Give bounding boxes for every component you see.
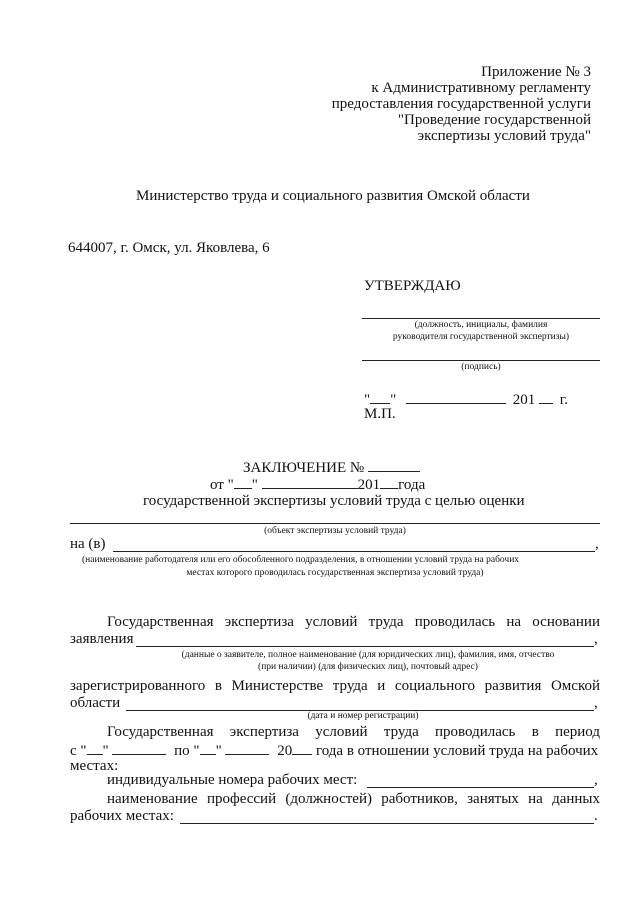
workplace-numbers-line bbox=[367, 787, 594, 788]
professions-line bbox=[180, 823, 594, 824]
p4-label: индивидуальные номера рабочих мест: bbox=[107, 772, 358, 788]
caption-position-1: (должность, инициалы, фамилия bbox=[414, 320, 548, 330]
caption-employer-2: местах которого проводилась государственная экспертиза условий труда) bbox=[186, 568, 484, 578]
registration-comma: , bbox=[594, 695, 598, 711]
appendix-line-5: экспертизы условий труда" bbox=[417, 128, 591, 144]
p1-line1: Государственная экспертиза условий труда проводилась на основании bbox=[107, 614, 600, 630]
caption-applicant-1: (данные о заявителе, полное наименование (для юридических лиц), фамилия, имя, отчество bbox=[181, 650, 555, 660]
caption-position-2: руководителя государственной экспертизы) bbox=[392, 332, 570, 342]
appendix-number: Приложение № 3 bbox=[481, 64, 591, 80]
applicant-line bbox=[136, 646, 594, 647]
caption-object: (объект экспертизы условий труда) bbox=[264, 526, 406, 536]
p5-label: рабочих местах: bbox=[70, 808, 174, 824]
signature-line bbox=[362, 360, 600, 361]
appendix-line-4: "Проведение государственной bbox=[397, 112, 591, 128]
conclusion-title: ЗАКЛЮЧЕНИЕ № bbox=[243, 458, 420, 477]
appendix-line-2: к Административному регламенту bbox=[371, 80, 591, 96]
appendix-line-3: предоставления государственной услуги bbox=[331, 96, 591, 112]
p3-line1: Государственная экспертиза условий труда проводилась в период bbox=[107, 724, 600, 740]
approval-title: УТВЕРЖДАЮ bbox=[364, 278, 461, 294]
approval-date: " " 201 г. bbox=[364, 392, 568, 408]
ministry-address: 644007, г. Омск, ул. Яковлева, 6 bbox=[68, 240, 270, 256]
p3-line3: местах: bbox=[70, 758, 119, 774]
caption-employer-1: (наименование работодателя или его обособленного подразделения, в отношении условий труда на рабочих bbox=[82, 555, 520, 565]
caption-registration: (дата и номер регистрации) bbox=[307, 711, 419, 721]
p2-label: области bbox=[70, 695, 121, 711]
employer-line bbox=[113, 551, 595, 552]
conclusion-subtitle: государственной экспертизы условий труда с целью оценки bbox=[143, 493, 525, 509]
caption-signature: (подпись) bbox=[461, 362, 501, 372]
employer-label: на (в) bbox=[70, 536, 106, 552]
p2-line1: зарегистрированного в Министерстве труда и социального развития Омской bbox=[70, 678, 600, 694]
position-signature-line bbox=[362, 318, 600, 319]
object-line bbox=[70, 523, 600, 524]
ministry-name: Министерство труда и социального развития Омской области bbox=[136, 188, 530, 204]
applicant-comma: , bbox=[594, 631, 598, 647]
p5-line1: наименование профессий (должностей) работников, занятых на данных bbox=[107, 791, 600, 807]
workplace-numbers-comma: , bbox=[594, 772, 598, 788]
employer-period: , bbox=[595, 536, 599, 552]
professions-period: . bbox=[594, 808, 598, 824]
p1-label: заявления bbox=[70, 631, 134, 647]
conclusion-date: от " " 201 года bbox=[210, 477, 426, 493]
p3-line2: с " " по " " 20 года в отношении условий труда на рабочих bbox=[70, 743, 599, 759]
stamp-place: М.П. bbox=[364, 406, 396, 422]
caption-applicant-2: (при наличии) (для физических лиц), почтовый адрес) bbox=[258, 662, 478, 672]
